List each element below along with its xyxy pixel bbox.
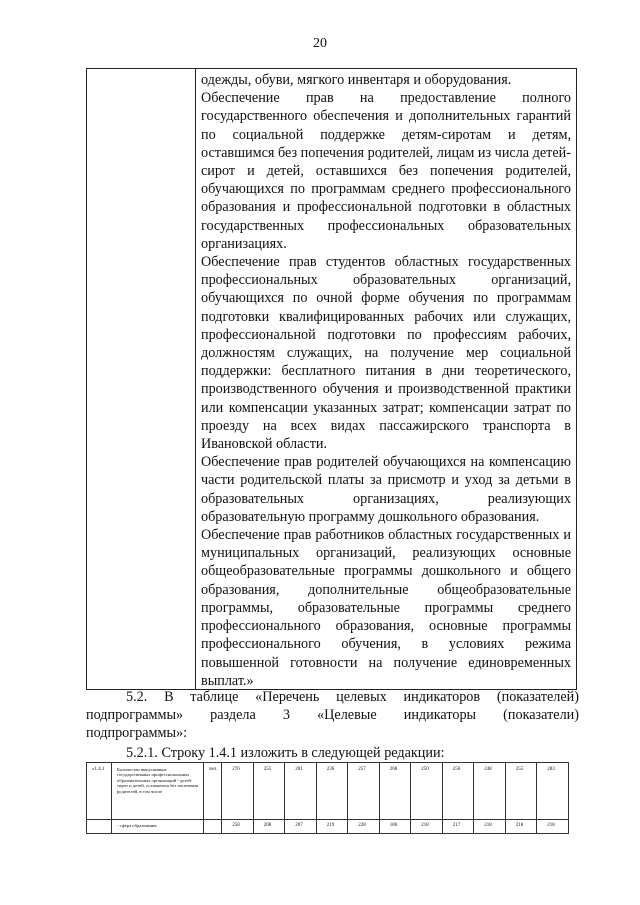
paragraph-5-2: [86, 688, 579, 743]
paragraph-5-2-line: подпрограммы»:: [86, 725, 188, 742]
indicator-value-total: 248: [484, 767, 492, 772]
indicator-value-total: 255: [515, 767, 524, 772]
cell-paragraph: Обеспечение прав на предоставление полного государственного обеспечения и дополнительных гарантий по социальной поддержке детям-сиротам и детям, оставшимся без попечения родителей, лицам из числа детей-сирот и детей, оставшихся без попечения родителей, обучающихся по программам среднего профессионального образования и профессиональной подготовки в областных государственных профессиональных образовательных организациях.: [201, 90, 571, 252]
indicator-value-total: 283: [547, 767, 555, 772]
table-cell-text: [201, 71, 571, 690]
indicator-sub-label: - сфера образования: [117, 823, 157, 828]
indicator-row-number: «1.4.1: [92, 767, 105, 772]
indicator-value-sub: 218: [515, 823, 524, 828]
indicator-table-row-divider: [87, 819, 568, 820]
indicator-value-total: 236: [326, 767, 335, 772]
indicator-value-sub: 218: [421, 823, 429, 828]
cell-paragraph: одежды, обуви, мягкого инвентаря и оборудования.: [201, 72, 512, 88]
indicator-value-sub: 228: [358, 823, 366, 828]
indicator-value-total: 256: [452, 767, 461, 772]
page-number: 20: [313, 36, 327, 51]
paragraph-5-2-line: подпрограммы» раздела 3 «Целевые индикаторы (показатели): [86, 707, 579, 724]
indicator-value-total: 268: [389, 767, 398, 772]
indicator-table-divider: [203, 763, 204, 833]
table-border-left: [86, 69, 87, 689]
indicator-value-total: 276: [232, 767, 240, 772]
indicator-value-total: 257: [358, 767, 366, 772]
indicator-value-sub: 217: [452, 823, 461, 828]
indicator-value-sub: 208: [263, 823, 272, 828]
indicator-value-total: 250: [421, 767, 429, 772]
indicator-value-sub: 186: [389, 823, 398, 828]
indicator-value-sub: 218: [547, 823, 555, 828]
cell-paragraph: Обеспечение прав работников областных государственных и муниципальных организаций, реализующих основные общеобразовательные программы дошкольного и общего образования, дополнительные общеобразовательные программы, образовательные программы среднего профессионального образования, основные программы профессионального обучения, в условиях режима повышенной готовности на получение единовременных выплат.»: [201, 527, 571, 689]
table-border-right: [576, 69, 577, 689]
cell-paragraph: Обеспечение прав студентов областных государственных профессиональных образовательных организаций, обучающихся по очной форме обучения по программам подготовки квалифицированных рабочих или служащих, профессиональной подготовки по профессиям рабочих, должностям служащих, на получение мер социальной поддержки: бесплатного питания в дни теоретического, производственного обучения и производственной практики или компенсации указанных затрат; компенсации затрат по проезду на всех видах пассажирского транспорта в Ивановской области.: [201, 254, 571, 453]
indicator-value-total: 255: [263, 767, 272, 772]
cell-paragraph: Обеспечение прав родителей обучающихся на компенсацию части родительской платы за присмотр и уход за детьми в образовательных организациях, реализующих образовательную программу дошкольного образования.: [201, 454, 571, 525]
continuation-table: [86, 68, 577, 690]
indicator-value-sub: 258: [232, 823, 240, 828]
indicator-value-sub: 219: [326, 823, 335, 828]
paragraph-5-2-1: 5.2.1. Строку 1.4.1 изложить в следующей редакции:: [126, 745, 445, 761]
indicator-value-sub: 218: [484, 823, 492, 828]
indicator-table: [86, 762, 569, 834]
indicator-value-total: 281: [295, 767, 303, 772]
indicator-value-sub: 207: [295, 823, 303, 828]
table-column-divider: [195, 69, 196, 689]
indicator-table-divider: [111, 763, 112, 833]
paragraph-5-2-line: 5.2. В таблице «Перечень целевых индикаторов (показателей): [126, 689, 579, 705]
indicator-name: Количество выпускников государственных профессиональных образовательных организаций - детей-сирот и детей, оставшихся без попечения родителей, в том числе: [117, 767, 199, 794]
indicator-unit: чел.: [209, 767, 218, 772]
